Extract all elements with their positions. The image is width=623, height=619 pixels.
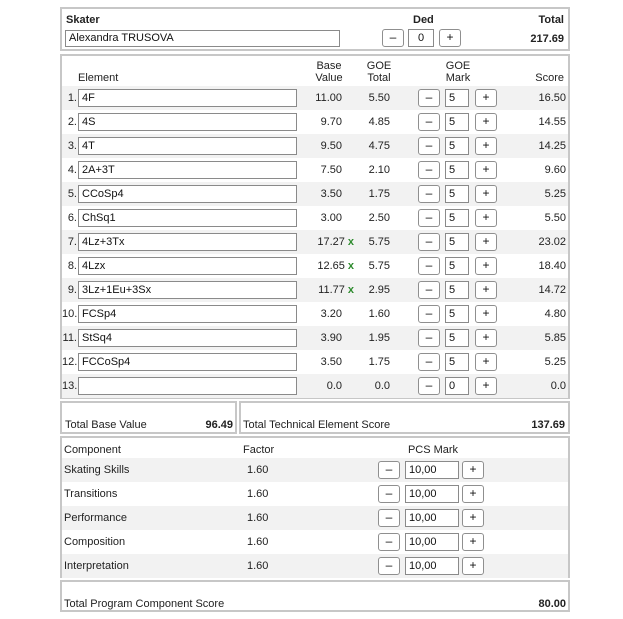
component-factor: 1.60 — [247, 488, 269, 500]
goe-minus-button[interactable]: – — [418, 185, 440, 203]
element-code-field[interactable]: 4T — [78, 137, 297, 155]
element-number: 9. — [67, 284, 77, 296]
element-row — [62, 326, 568, 350]
components-table — [60, 436, 570, 578]
goe-mark-field[interactable]: 5 — [445, 185, 469, 203]
element-number: 13. — [62, 380, 78, 392]
goe-plus-button[interactable]: + — [475, 89, 497, 107]
goe-plus-button[interactable]: + — [475, 329, 497, 347]
goe-plus-button[interactable]: + — [475, 113, 497, 131]
element-base-value: 7.50 — [320, 164, 342, 176]
total-pcs-value: 80.00 — [538, 598, 566, 610]
element-number: 5. — [67, 188, 77, 200]
element-code-field[interactable]: 4Lz+3Tx — [78, 233, 297, 251]
element-row — [62, 374, 568, 398]
element-number: 12. — [62, 356, 78, 368]
element-code-field[interactable]: 2A+3T — [78, 161, 297, 179]
element-score: 16.50 — [538, 92, 566, 104]
component-row — [62, 530, 568, 554]
goe-minus-button[interactable]: – — [418, 377, 440, 395]
goe-minus-button[interactable]: – — [418, 89, 440, 107]
goe-plus-button[interactable]: + — [475, 185, 497, 203]
col-header-score: Score — [535, 72, 564, 84]
goe-minus-button[interactable]: – — [418, 233, 440, 251]
total-label: Total — [538, 14, 564, 26]
element-goe-total: 2.50 — [368, 212, 390, 224]
element-goe-total: 5.75 — [368, 236, 390, 248]
element-goe-total: 1.95 — [368, 332, 390, 344]
element-number: 3. — [67, 140, 77, 152]
element-number: 10. — [62, 308, 78, 320]
element-code-field[interactable]: 4Lzx — [78, 257, 297, 275]
element-score: 9.60 — [544, 164, 566, 176]
pcs-minus-button[interactable]: – — [378, 485, 400, 503]
col-header-factor: Factor — [243, 444, 275, 456]
goe-plus-button[interactable]: + — [475, 305, 497, 323]
goe-mark-field[interactable]: 5 — [445, 113, 469, 131]
element-score: 14.72 — [538, 284, 566, 296]
total-base-value: 96.49 — [205, 419, 233, 431]
col-header-goe-mark-1: GOE — [445, 60, 471, 72]
element-goe-total: 1.75 — [368, 356, 390, 368]
pcs-minus-button[interactable]: – — [378, 533, 400, 551]
element-goe-total: 2.95 — [368, 284, 390, 296]
bonus-check-mark: x — [347, 260, 354, 272]
bonus-check-mark: x — [347, 284, 354, 296]
element-number: 7. — [67, 236, 77, 248]
element-score: 5.50 — [544, 212, 566, 224]
element-code-field[interactable]: ChSq1 — [78, 209, 297, 227]
element-base-value: 11.77 x — [318, 284, 354, 296]
goe-minus-button[interactable]: – — [418, 137, 440, 155]
total-pcs-label: Total Program Component Score — [64, 598, 225, 610]
element-row — [62, 182, 568, 206]
goe-mark-field[interactable]: 5 — [445, 257, 469, 275]
element-score: 5.85 — [544, 332, 566, 344]
element-goe-total: 0.0 — [374, 380, 390, 392]
element-base-value: 0.0 — [326, 380, 342, 392]
col-header-goe-total-2: Total — [367, 72, 391, 84]
element-score: 5.25 — [544, 356, 566, 368]
ded-plus-button[interactable]: + — [439, 29, 461, 47]
goe-plus-button[interactable]: + — [475, 209, 497, 227]
element-row — [62, 278, 568, 302]
element-row — [62, 350, 568, 374]
element-goe-total: 1.75 — [368, 188, 390, 200]
pcs-minus-button[interactable]: – — [378, 461, 400, 479]
goe-mark-field[interactable]: 5 — [445, 353, 469, 371]
element-base-value: 3.00 — [320, 212, 342, 224]
ded-field[interactable]: 0 — [408, 29, 434, 47]
goe-mark-field[interactable]: 5 — [445, 161, 469, 179]
element-number: 11. — [62, 332, 77, 344]
element-base-value: 3.50 — [320, 356, 342, 368]
element-base-value: 3.20 — [320, 308, 342, 320]
goe-minus-button[interactable]: – — [418, 353, 440, 371]
col-header-goe-mark-2: Mark — [445, 72, 471, 84]
pcs-minus-button[interactable]: – — [378, 557, 400, 575]
element-row — [62, 134, 568, 158]
element-code-field[interactable]: FCCoSp4 — [78, 353, 297, 371]
component-name: Transitions — [64, 488, 118, 500]
element-base-value: 9.50 — [320, 140, 342, 152]
element-base-value: 12.65 x — [317, 260, 354, 272]
goe-plus-button[interactable]: + — [475, 161, 497, 179]
goe-plus-button[interactable]: + — [475, 377, 497, 395]
element-score: 14.25 — [538, 140, 566, 152]
element-goe-total: 5.50 — [368, 92, 390, 104]
element-code-field[interactable]: StSq4 — [78, 329, 297, 347]
component-name: Composition — [64, 536, 126, 548]
element-code-field[interactable]: 4S — [78, 113, 297, 131]
total-tes-panel — [239, 401, 570, 434]
ded-label: Ded — [413, 14, 434, 26]
total-score: 217.69 — [530, 33, 564, 45]
component-row — [62, 482, 568, 506]
col-header-base-1: Base — [316, 60, 342, 72]
element-base-value: 9.70 — [320, 116, 342, 128]
total-base-value-label: Total Base Value — [65, 419, 147, 431]
goe-mark-field[interactable]: 5 — [445, 305, 469, 323]
element-score: 14.55 — [538, 116, 566, 128]
element-code-field[interactable]: 4F — [78, 89, 297, 107]
element-score: 18.40 — [538, 260, 566, 272]
element-number: 2. — [67, 116, 77, 128]
col-header-element: Element — [78, 72, 119, 84]
goe-minus-button[interactable]: – — [418, 113, 440, 131]
elements-table — [60, 54, 570, 399]
pcs-plus-button[interactable]: + — [462, 485, 484, 503]
pcs-plus-button[interactable]: + — [462, 557, 484, 575]
component-name: Performance — [64, 512, 127, 524]
element-base-value: 11.00 — [315, 92, 342, 104]
element-row — [62, 86, 568, 110]
goe-mark-field[interactable]: 5 — [445, 281, 469, 299]
element-number: 8. — [67, 260, 77, 272]
element-score: 4.80 — [544, 308, 566, 320]
goe-plus-button[interactable]: + — [475, 257, 497, 275]
pcs-mark-field[interactable]: 10,00 — [405, 533, 459, 551]
element-score: 5.25 — [544, 188, 566, 200]
element-number: 1. — [67, 92, 77, 104]
col-header-pcs-mark: PCS Mark — [407, 444, 459, 456]
total-base-value-panel — [60, 401, 237, 434]
element-code-field[interactable] — [78, 377, 297, 395]
element-row — [62, 110, 568, 134]
component-factor: 1.60 — [247, 560, 269, 572]
skater-name-field[interactable]: Alexandra TRUSOVA — [65, 30, 340, 47]
element-goe-total: 5.75 — [368, 260, 390, 272]
element-goe-total: 4.85 — [368, 116, 390, 128]
goe-mark-field[interactable]: 5 — [445, 233, 469, 251]
bonus-check-mark: x — [347, 236, 354, 248]
goe-plus-button[interactable]: + — [475, 137, 497, 155]
element-score: 23.02 — [538, 236, 566, 248]
element-goe-total: 4.75 — [368, 140, 390, 152]
goe-minus-button[interactable]: – — [418, 161, 440, 179]
goe-minus-button[interactable]: – — [418, 209, 440, 227]
element-code-field[interactable]: FCSp4 — [78, 305, 297, 323]
component-factor: 1.60 — [247, 536, 269, 548]
component-factor: 1.60 — [247, 464, 269, 476]
element-base-value: 3.90 — [320, 332, 342, 344]
element-row — [62, 206, 568, 230]
element-score: 0.0 — [550, 380, 566, 392]
total-pcs-panel — [60, 580, 570, 612]
skater-label: Skater — [66, 14, 100, 26]
element-row — [62, 158, 568, 182]
pcs-minus-button[interactable]: – — [378, 509, 400, 527]
goe-plus-button[interactable]: + — [475, 233, 497, 251]
component-factor: 1.60 — [247, 512, 269, 524]
total-tes-value: 137.69 — [531, 419, 565, 431]
goe-minus-button[interactable]: – — [418, 257, 440, 275]
goe-mark-field[interactable]: 5 — [445, 209, 469, 227]
component-row — [62, 554, 568, 578]
element-row — [62, 230, 568, 254]
col-header-goe-total-1: GOE — [366, 60, 392, 72]
element-code-field[interactable]: CCoSp4 — [78, 185, 297, 203]
goe-plus-button[interactable]: + — [475, 281, 497, 299]
element-number: 4. — [67, 164, 77, 176]
element-base-value: 17.27 x — [317, 236, 354, 248]
col-header-base-2: Value — [315, 72, 343, 84]
component-name: Skating Skills — [64, 464, 130, 476]
element-row — [62, 302, 568, 326]
element-row — [62, 254, 568, 278]
element-number: 6. — [67, 212, 77, 224]
pcs-mark-field[interactable]: 10,00 — [405, 461, 459, 479]
goe-mark-field[interactable]: 0 — [445, 377, 469, 395]
goe-plus-button[interactable]: + — [475, 353, 497, 371]
goe-minus-button[interactable]: – — [418, 281, 440, 299]
col-header-component: Component — [64, 444, 121, 456]
goe-mark-field[interactable]: 5 — [445, 137, 469, 155]
component-row — [62, 506, 568, 530]
pcs-plus-button[interactable]: + — [462, 509, 484, 527]
goe-minus-button[interactable]: – — [418, 305, 440, 323]
pcs-mark-field[interactable]: 10,00 — [405, 485, 459, 503]
element-base-value: 3.50 — [320, 188, 342, 200]
pcs-mark-field[interactable]: 10,00 — [405, 509, 459, 527]
pcs-plus-button[interactable]: + — [462, 461, 484, 479]
component-row — [62, 458, 568, 482]
pcs-mark-field[interactable]: 10,00 — [405, 557, 459, 575]
goe-mark-field[interactable]: 5 — [445, 89, 469, 107]
goe-mark-field[interactable]: 5 — [445, 329, 469, 347]
component-name: Interpretation — [64, 560, 129, 572]
pcs-plus-button[interactable]: + — [462, 533, 484, 551]
element-goe-total: 2.10 — [368, 164, 390, 176]
total-tes-label: Total Technical Element Score — [243, 419, 391, 431]
ded-minus-button[interactable]: – — [382, 29, 404, 47]
element-goe-total: 1.60 — [368, 308, 390, 320]
goe-minus-button[interactable]: – — [418, 329, 440, 347]
skater-header — [60, 7, 570, 51]
element-code-field[interactable]: 3Lz+1Eu+3Sx — [78, 281, 297, 299]
